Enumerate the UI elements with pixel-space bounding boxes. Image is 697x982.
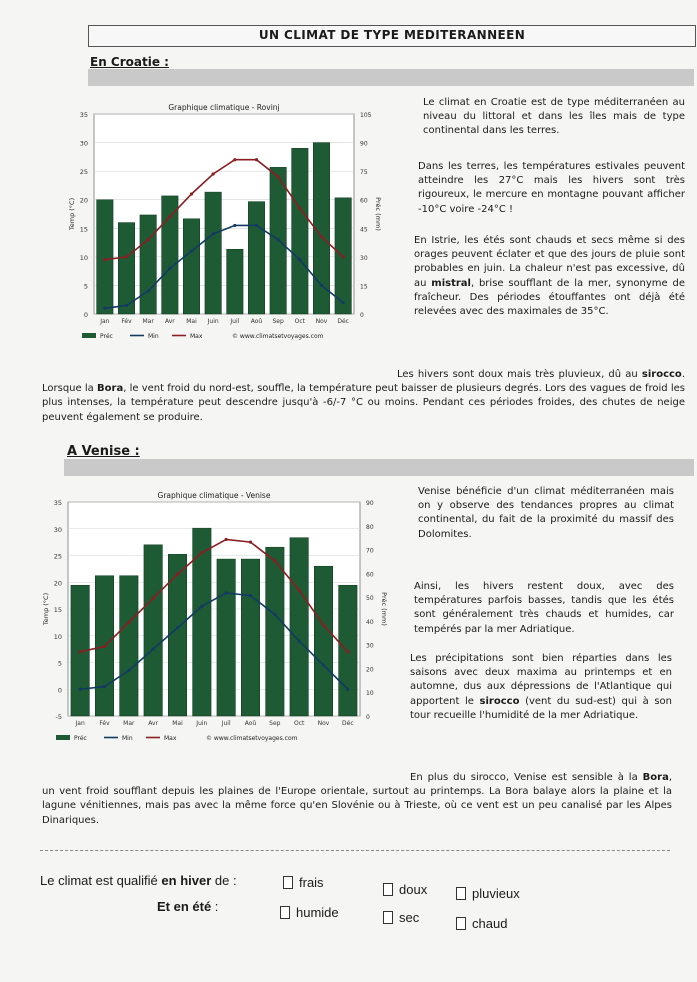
venise-paragraph-1: Venise bénéficie d'un climat méditerranéen mais on y observe des tendances propres au climat continental, du fait de la proximité du massif des Dolomites.	[418, 486, 674, 540]
max-temp-point	[255, 158, 258, 161]
precip-bar	[183, 219, 199, 314]
section-band-venise	[64, 459, 694, 476]
x-tick-label: Juil	[230, 318, 240, 325]
croatie-paragraph-2: Dans les terres, les températures estivales peuvent atteindre les 27°C mais les hivers sont très rigoureux, le mercure en montagne pouvant afficher -10°C voire -24°C !	[418, 161, 685, 215]
venise-paragraph-4: En plus du sirocco, Venise est sensible à la Bora, un vent froid soufflant depuis les plaines de l'Europe orientale, surtout au printemps. La Bora balaye alors la plaine et la lagune vénitiennes, mais pas avec la même force qu'en Slovénie ou à Trieste, où ce vent est un peu canalisé par les Alpes Dinariques.	[42, 772, 672, 826]
y-tick-label: 30	[53, 525, 62, 534]
y2-tick-label: 75	[360, 169, 368, 177]
x-tick-label: Déc	[337, 318, 349, 325]
precip-bar	[168, 554, 186, 716]
y2-tick-label: 15	[360, 283, 368, 291]
min-temp-point	[273, 613, 276, 616]
option-sec[interactable]	[383, 910, 419, 925]
max-temp-point	[298, 207, 301, 210]
y2-tick-label: 20	[366, 666, 374, 674]
max-temp-point	[225, 538, 228, 541]
x-tick-label: Avr	[148, 720, 159, 727]
precip-bar	[241, 559, 259, 716]
min-temp-point	[147, 290, 150, 293]
chart-credit: © www.climatsetvoyages.com	[206, 735, 298, 742]
venise-paragraph-3: Les précipitations sont bien réparties dans les saisons avec deux maxima au printemps et en automne, dus aux dépressions de l'Atlantique qui apportent le sirocco (vent du sud-est) qui à son tour recueille l'humidité de la mer Adriatique.	[410, 653, 672, 721]
x-tick-label: Mar	[142, 318, 154, 325]
x-tick-label: Sep	[269, 720, 281, 727]
divider	[40, 850, 670, 851]
option-frais[interactable]	[283, 875, 324, 890]
y-tick-label: 10	[79, 253, 88, 262]
y2-tick-label: 10	[366, 690, 374, 698]
y-tick-label: 5	[57, 659, 62, 668]
max-temp-point	[176, 573, 179, 576]
min-temp-point	[127, 669, 130, 672]
precip-bar	[193, 528, 211, 716]
x-tick-label: Nov	[317, 720, 330, 727]
x-tick-label: Oct	[293, 720, 305, 727]
page-title: UN CLIMAT DE TYPE MEDITERANNEEN	[258, 28, 526, 42]
min-temp-point	[225, 591, 228, 594]
y-tick-label: 5	[83, 282, 88, 291]
x-tick-label: Mai	[172, 720, 183, 727]
x-tick-label: Fév	[121, 318, 132, 325]
question-summer: Et en été :	[157, 899, 219, 914]
y2-tick-label: 30	[366, 642, 374, 650]
checkbox-sec[interactable]	[383, 911, 393, 924]
option-label: chaud	[472, 916, 508, 931]
x-tick-label: Juin	[207, 318, 219, 325]
max-temp-point	[127, 621, 130, 624]
x-tick-label: Oct	[294, 318, 306, 325]
min-temp-point	[200, 605, 203, 608]
min-temp-point	[152, 648, 155, 651]
min-temp-point	[298, 640, 301, 643]
x-tick-label: Aoû	[250, 318, 263, 325]
max-temp-point	[273, 559, 276, 562]
precip-bar	[205, 192, 221, 314]
min-temp-point	[298, 258, 301, 261]
croatie-paragraph-4: Les hivers sont doux mais très pluvieux, dû au sirocco. Lorsque la Bora, le vent froid du nord-est, souffle, la température peut baisser de plusieurs degrés. Lors des vagues de froid les plus intenses, la température peut descendre jusqu'à -6/-7 °C ou moins. Pendant ces périodes froides, des chutes de neige peuvent également se produire.	[42, 369, 685, 423]
min-temp-point	[212, 232, 215, 235]
min-temp-point	[255, 224, 258, 227]
x-tick-label: Nov	[315, 318, 328, 325]
x-tick-label: Juil	[221, 720, 231, 727]
section-heading-venise: A Venise :	[67, 444, 140, 459]
chart-title: Graphique climatique - Venise	[157, 491, 271, 500]
y2-tick-label: 105	[360, 112, 372, 119]
option-label: pluvieux	[472, 886, 520, 901]
x-tick-label: Déc	[342, 720, 354, 727]
y2-tick-label: 45	[360, 226, 368, 234]
x-tick-label: Avr	[164, 318, 175, 325]
y2-axis-label: Préc (mm)	[380, 592, 388, 626]
x-tick-label: Aoû	[244, 720, 257, 727]
y-tick-label: 15	[53, 606, 62, 614]
max-temp-point	[346, 650, 349, 653]
x-tick-label: Juin	[196, 720, 208, 727]
max-temp-point	[103, 645, 106, 648]
section-heading-croatie: En Croatie :	[90, 55, 169, 69]
min-temp-point	[168, 267, 171, 270]
max-temp-point	[147, 238, 150, 241]
x-tick-label: Jan	[75, 720, 85, 727]
y2-tick-label: 60	[360, 197, 368, 205]
question-winter: Le climat est qualifié en hiver de :	[40, 873, 237, 888]
option-doux[interactable]	[383, 882, 427, 897]
checkbox-frais[interactable]	[283, 876, 293, 889]
max-temp-point	[320, 235, 323, 238]
max-temp-point	[233, 158, 236, 161]
y-tick-label: 0	[57, 686, 62, 695]
legend-swatch-precip	[82, 333, 96, 338]
max-temp-point	[152, 597, 155, 600]
max-temp-point	[298, 589, 301, 592]
max-temp-point	[277, 175, 280, 178]
y-tick-label: -5	[55, 713, 62, 721]
x-tick-label: Mar	[123, 720, 135, 727]
precip-bar	[292, 148, 308, 314]
y-tick-label: 35	[79, 111, 88, 119]
legend-label: Max	[190, 333, 203, 340]
checkbox-chaud[interactable]	[456, 917, 466, 930]
y-tick-label: 30	[79, 139, 88, 148]
y-tick-label: 20	[79, 196, 88, 205]
min-temp-point	[103, 685, 106, 688]
x-tick-label: Fév	[99, 720, 110, 727]
min-temp-point	[125, 304, 128, 307]
min-temp-point	[190, 250, 193, 253]
legend-label: Préc	[100, 333, 113, 340]
legend-label: Min	[148, 333, 159, 340]
y2-tick-label: 90	[366, 500, 374, 507]
climate-chart-venise	[30, 490, 400, 758]
option-label: humide	[296, 905, 339, 920]
min-temp-point	[176, 626, 179, 629]
y2-tick-label: 80	[366, 523, 374, 531]
legend-label: Préc	[74, 735, 87, 742]
option-humide[interactable]	[280, 905, 339, 920]
title-box	[88, 25, 696, 47]
min-temp-point	[103, 307, 106, 310]
y-tick-label: 10	[53, 632, 62, 641]
y2-tick-label: 40	[366, 618, 374, 626]
croatie-paragraph-1: Le climat en Croatie est de type méditerranéen au niveau du littoral et dans les îles mais de type continental dans les terres.	[423, 97, 685, 137]
checkbox-doux[interactable]	[383, 883, 393, 896]
precip-bar	[140, 215, 156, 314]
y2-axis-label: Préc (mm)	[374, 197, 382, 231]
venise-paragraph-2: Ainsi, les hivers restent doux, avec des températures parfois basses, tandis que les étés sont généralement très chauds et humides, car tempérés par la mer Adriatique.	[414, 581, 674, 635]
precip-bar	[97, 200, 113, 314]
chart-title: Graphique climatique - Rovinj	[168, 103, 280, 112]
precip-bar	[266, 547, 284, 716]
checkbox-humide[interactable]	[280, 906, 290, 919]
max-temp-point	[212, 172, 215, 175]
y-axis-label: Temp (°C)	[68, 197, 76, 231]
y-tick-label: 20	[53, 579, 62, 588]
checkbox-pluvieux[interactable]	[456, 887, 466, 900]
min-temp-point	[277, 238, 280, 241]
y-tick-label: 25	[79, 168, 88, 177]
option-label: sec	[399, 910, 420, 925]
max-temp-point	[249, 541, 252, 544]
option-chaud[interactable]	[456, 916, 507, 931]
max-temp-point	[103, 258, 106, 261]
y2-tick-label: 0	[366, 714, 370, 721]
croatie-paragraph-3: En Istrie, les étés sont chauds et secs même si des orages peuvent éclater et que des jours de pluie sont probables en juin. La chaleur n'est pas excessive, dû au mistral, brise soufflant de la mer, synonyme de fraîcheur. Des périodes étouffantes ont déjà été relevées avec des maximales de 35°C.	[414, 235, 685, 318]
precip-bar	[314, 566, 332, 716]
max-temp-point	[190, 192, 193, 195]
min-temp-point	[233, 224, 236, 227]
y2-tick-label: 50	[366, 595, 374, 603]
precip-bar	[144, 545, 162, 716]
max-temp-point	[125, 255, 128, 258]
y-tick-label: 15	[79, 225, 88, 234]
section-band-croatie	[88, 69, 694, 86]
precip-bar	[120, 576, 138, 716]
x-tick-label: Jan	[100, 318, 110, 325]
y2-tick-label: 60	[366, 571, 374, 579]
x-tick-label: Sep	[272, 318, 284, 325]
precip-bar	[227, 249, 243, 314]
chart-credit: © www.climatsetvoyages.com	[232, 333, 324, 340]
precip-bar	[248, 202, 264, 314]
min-temp-point	[342, 301, 345, 304]
max-temp-point	[342, 255, 345, 258]
y2-tick-label: 70	[366, 547, 374, 555]
y2-tick-label: 90	[360, 140, 368, 148]
max-temp-point	[79, 650, 82, 653]
y2-tick-label: 30	[360, 254, 368, 262]
option-label: frais	[299, 875, 324, 890]
legend-label: Min	[122, 735, 133, 742]
y2-tick-label: 0	[360, 312, 364, 319]
min-temp-point	[249, 594, 252, 597]
max-temp-point	[322, 623, 325, 626]
min-temp-point	[322, 664, 325, 667]
legend-label: Max	[164, 735, 177, 742]
precip-bar	[162, 196, 178, 314]
max-temp-point	[200, 551, 203, 554]
min-temp-point	[346, 688, 349, 691]
min-temp-point	[79, 688, 82, 691]
y-tick-label: 35	[53, 499, 62, 507]
min-temp-point	[320, 284, 323, 287]
y-axis-label: Temp (°C)	[42, 592, 50, 626]
precip-bar	[118, 223, 134, 314]
legend-swatch-precip	[56, 735, 70, 740]
option-pluvieux[interactable]	[456, 886, 520, 901]
max-temp-point	[168, 215, 171, 218]
climate-chart-rovinj	[52, 92, 397, 360]
precip-bar	[217, 559, 235, 716]
precip-bar	[290, 538, 308, 716]
option-label: doux	[399, 882, 428, 897]
y-tick-label: 0	[83, 311, 88, 319]
x-tick-label: Mai	[186, 318, 197, 325]
y-tick-label: 25	[53, 552, 62, 561]
